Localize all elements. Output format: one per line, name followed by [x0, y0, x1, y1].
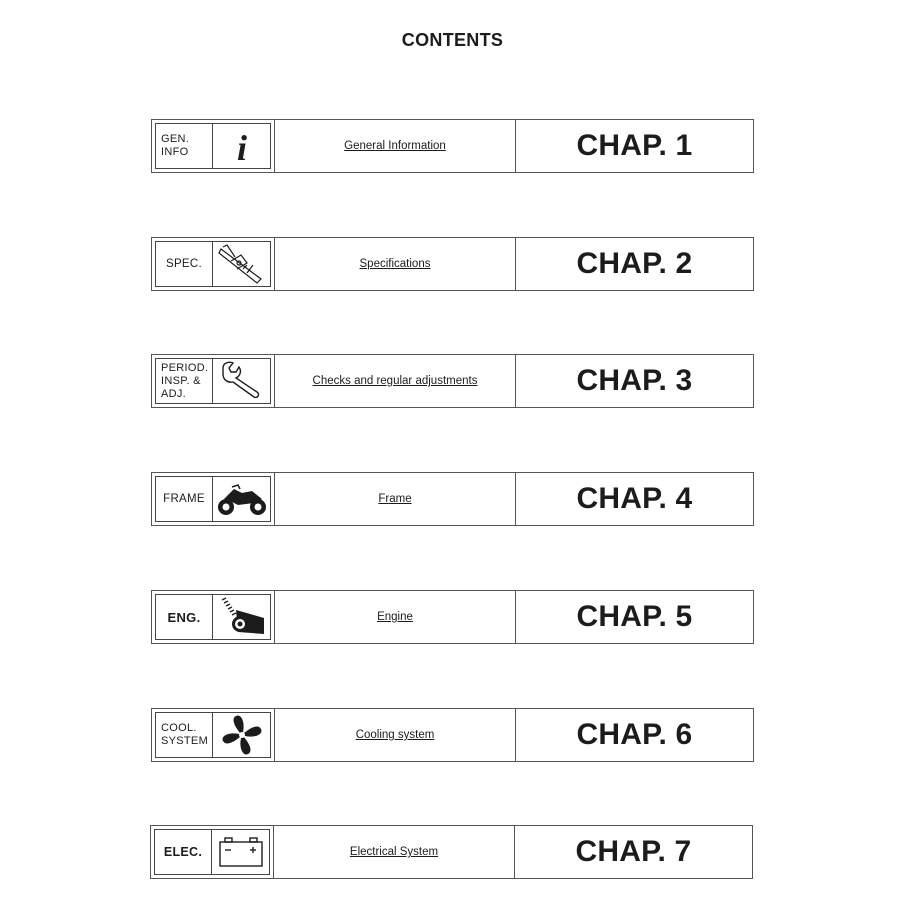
chapter-badge	[155, 123, 271, 169]
chapter-number[interactable]: CHAP. 3	[576, 364, 693, 397]
battery-icon	[212, 830, 269, 874]
chapter-number[interactable]: CHAP. 5	[576, 600, 693, 633]
chapter-badge	[155, 712, 271, 758]
chapter-number[interactable]: CHAP. 4	[576, 482, 693, 515]
wrench-icon	[213, 359, 270, 403]
chapter-name[interactable]: Electrical System	[274, 826, 515, 878]
chapter-name[interactable]: General Information	[275, 120, 516, 172]
chapter-row-6[interactable]	[151, 708, 754, 762]
chapter-badge	[155, 594, 271, 640]
chapter-number[interactable]: CHAP. 1	[576, 129, 693, 162]
info-icon	[213, 124, 270, 168]
chapter-name[interactable]: Engine	[275, 591, 516, 643]
chapter-abbreviation: PERIOD. INSP. & ADJ.	[156, 359, 213, 403]
chapter-badge	[155, 476, 271, 522]
chapter-abbreviation: ENG.	[156, 595, 213, 639]
chapter-badge	[155, 241, 271, 287]
chapter-row-4[interactable]	[151, 472, 754, 526]
chapter-row-7[interactable]	[150, 825, 753, 879]
chapter-name[interactable]: Cooling system	[275, 709, 516, 761]
chapter-number[interactable]: CHAP. 7	[575, 835, 692, 868]
chapter-name[interactable]: Frame	[275, 473, 516, 525]
chapter-row-5[interactable]	[151, 590, 754, 644]
chapter-name[interactable]: Checks and regular adjustments	[275, 355, 516, 407]
chapter-badge-cell	[152, 120, 275, 172]
fan-icon	[213, 713, 270, 757]
chapter-abbreviation: GEN. INFO	[156, 124, 213, 168]
motorcycle-icon	[213, 477, 270, 521]
chapter-badge-cell	[151, 826, 274, 878]
chapter-number[interactable]: CHAP. 2	[576, 247, 693, 280]
svg-text:i: i	[236, 128, 247, 165]
caliper-icon	[213, 242, 270, 286]
chapter-badge	[154, 829, 270, 875]
chapter-number[interactable]: CHAP. 6	[576, 718, 693, 751]
chapter-row-3[interactable]	[151, 354, 754, 408]
chapter-badge-cell	[152, 238, 275, 290]
chapter-name[interactable]: Specifications	[275, 238, 516, 290]
chapter-abbreviation: FRAME	[156, 477, 213, 521]
chapter-abbreviation: COOL. SYSTEM	[156, 713, 213, 757]
engine-icon	[213, 595, 270, 639]
chapter-badge-cell	[152, 709, 275, 761]
chapter-row-1[interactable]	[151, 119, 754, 173]
chapter-abbreviation: ELEC.	[155, 830, 212, 874]
chapter-abbreviation: SPEC.	[156, 242, 213, 286]
chapter-row-2[interactable]	[151, 237, 754, 291]
chapter-badge-cell	[152, 355, 275, 407]
page-title: CONTENTS	[401, 30, 504, 50]
chapter-badge	[155, 358, 271, 404]
chapter-badge-cell	[152, 591, 275, 643]
chapter-badge-cell	[152, 473, 275, 525]
